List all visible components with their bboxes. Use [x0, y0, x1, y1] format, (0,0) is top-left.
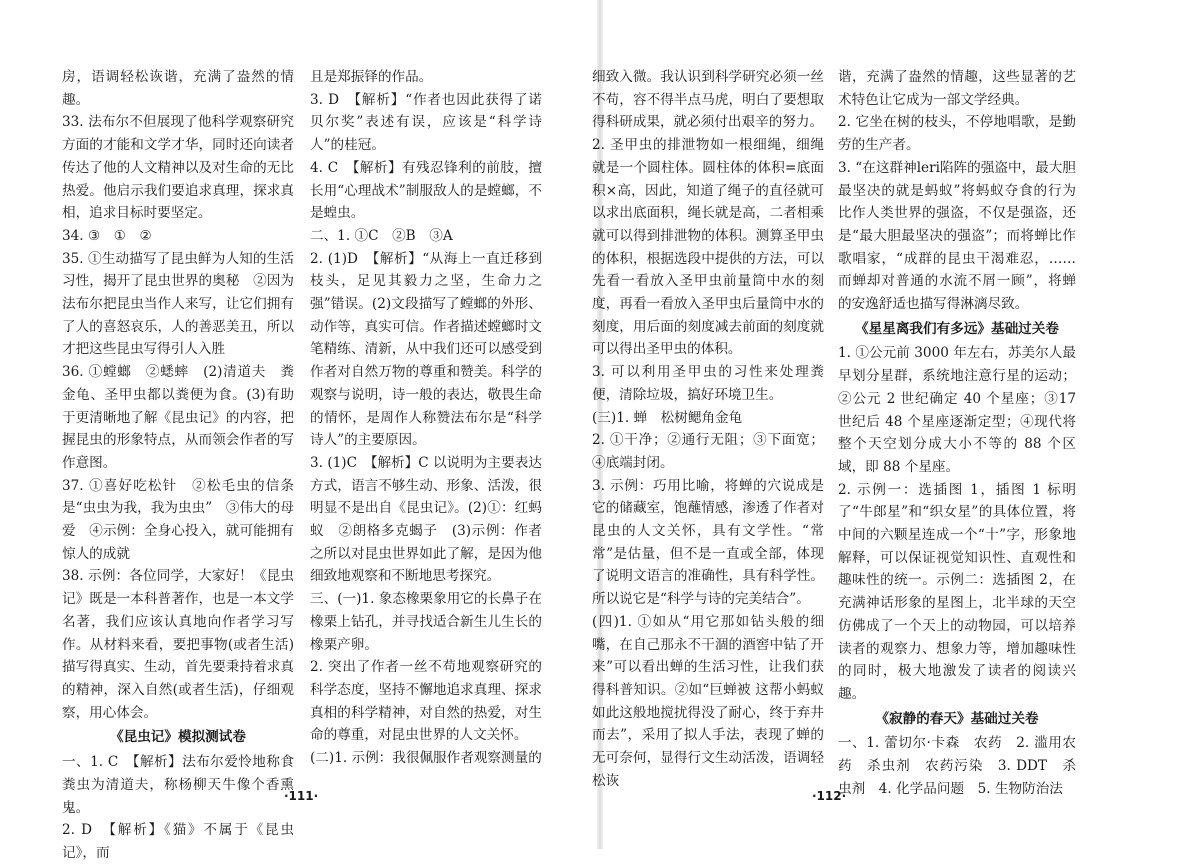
- page-number-left: ·111·: [284, 789, 319, 803]
- answer-text: (二)1. 示例：我很佩服作者观察测量的: [310, 750, 542, 767]
- answer-text: (三)1. 蝉 松树鳃角金龟: [592, 409, 743, 426]
- answer-text: (四)1. ①如从“用它那如钻头般的细嘴，在自己那永不干涸的酒窖中钻了开来”可以看出蝉的生活习性，让我们获得科普知识。②如“巨蝉被 这帮小蚂蚁如此这般地搅扰得没了耐心，终于弃井而去”，采用了拟人手法，表现了蝉的无可奈何，显得行文生动活泼，语调轻松诙: [592, 613, 824, 789]
- answer-text: 2. ①干净；②通行无阻；③下面宽；④底端封闭。: [592, 432, 824, 471]
- answer-37: 37. ①喜好吃松针 ②松毛虫的信条是“虫虫为我，我为虫虫” ③伟大的母爱 ④示例：全身心投入，就可能拥有惊人的成就: [62, 477, 294, 562]
- answer-text: 3. 可以利用圣甲虫的习性来处理粪便，清除垃圾，搞好环境卫生。: [592, 364, 824, 403]
- right-page-column-1: [592, 66, 824, 793]
- answer-text: 三、(一)1. 象态橡栗象用它的长鼻子在橡栗上钻孔，并寻找适合新生儿生长的橡栗产卵。: [310, 591, 542, 653]
- right-page-column-2: [838, 66, 1076, 801]
- answer-text: 谐，充满了盎然的情趣，这些显著的艺术特色让它成为一部文学经典。: [838, 69, 1076, 108]
- answer-text: 4. C 【解析】有残忍锋利的前肢，擅长用“心理战术”制服敌人的是螳螂，不是蝗虫。: [310, 159, 542, 222]
- answer-text: 2. (1)D 【解析】“从海上一直迁移到枝头，足见其毅力之坚，生命力之强”错误。(2)文段描写了螳螂的外形、动作等，真实可信。作者描述螳螂时文笔精练、清新，从中我们还可以感受到作者对自然万物的尊重和赞美。科学的观察与说明，诗一般的表达，敬畏生命的情怀，是周作人称赞法布尔是“科学诗人”的主要原因。: [310, 250, 542, 449]
- answer-text: 2. 示例一：选插图 1，插图 1 标明了“牛郎星”和“织女星”的具体位置，将中间的六颗星连成一个“十”字，形象地解释，可以保证视觉知识性、直观性和趣味性的统一。示例二：选插图 2，在充满神话形象的星图上，北半球的天空仿佛成了一个天上的动物园，可以培养读者的观察力、想象力等，增加趣味性的同时，极大地激发了读者的阅读兴趣。: [838, 481, 1076, 702]
- answer-text: 房，语调轻松诙谐，充满了盎然的情趣。: [62, 69, 294, 108]
- answer-text: 3. “在这群神leri陷阵的强盗中，最大胆最坚决的就是蚂蚁”将蚂蚁夺食的行为比作人类世界的强盗，不仅是强盗，还是“最大胆最坚决的强盗”；而将蝉比作歌唱家，“成群的昆虫干渴难忍，……而蝉却对普通的水流不屑一顾”，将蝉的安逸舒适也描写得淋漓尽致。: [838, 159, 1076, 313]
- answer-text: 3. (1)C 【解析】C 以说明为主要表达方式，语言不够生动、形象、活泼，很明显不是出自《昆虫记》。(2)①：红蚂蚁 ②朗格多克蝎子 (3)示例：作者之所以对昆虫世界如此了解，是因为他细致地观察和不断地思考探究。: [310, 454, 542, 585]
- answer-text: 一、1. C 【解析】法布尔爱怜地称食粪虫为清道夫，称杨柳天牛像个香熏鬼。: [62, 754, 294, 816]
- answer-text: 3. D 【解析】“作者也因此获得了诺贝尔奖”表述有误，应该是“科学诗人”的桂冠。: [310, 91, 542, 154]
- answer-text: 细致入微。我认识到科学研究必须一丝不苟，容不得半点马虎，明白了要想取得科研成果，就必须付出艰辛的努力。: [592, 69, 824, 131]
- answer-text: 3. 示例：巧用比喻，将蝉的穴说成是它的储藏室，饱蘸情感，渗透了作者对昆虫的人文关怀，具有文学性。“常常”是估量，但不是一直或全部，体现了说明文语言的准确性，具有科学性。所以说它是“科学与诗的完美结合”。: [592, 477, 824, 608]
- section-title: 《昆虫记》模拟测试卷: [110, 729, 246, 746]
- answer-text: 且是郑振铎的作品。: [310, 69, 433, 85]
- answer-text: 二、1. ①C ②B ③A: [310, 227, 453, 244]
- left-page-column-1: [62, 66, 294, 865]
- answer-38: 38. 示例：各位同学，大家好！《昆虫记》既是一本科普著作，也是一本文学名著，我们应该认真地向作者学习写作。从材料来看，要把事物(或者生活)描写得真实、生动，首先要秉持着求真的精神，深入自然(或者生活)，仔细观察，用心体会。: [62, 568, 294, 721]
- answer-34: 34. ③ ① ②: [62, 227, 152, 244]
- answer-36: 36. ①螳螂 ②蟋蟀 (2)清道夫 粪金龟、圣甲虫都以粪便为食。(3)有助于更清晰地了解《昆虫记》的内容，把握昆虫的形象特点，从而领会作者的写作意图。: [62, 364, 294, 471]
- answer-text: 2. 它坐在树的枝头，不停地唱歌，是勤劳的生产者。: [838, 114, 1076, 154]
- answer-text: 2. 突出了作者一丝不苟地观察研究的科学态度，坚持不懈地追求真理、探求真相的科学精神，对自然的热爱，对生命的尊重，对昆虫世界的人文关怀。: [310, 659, 542, 744]
- left-page-column-2: [310, 66, 542, 770]
- section-title: 《星星离我们有多远》基础过关卷: [855, 320, 1059, 337]
- answer-text: 2. 圣甲虫的排泄物如一根细绳，细绳就是一个圆柱体。圆柱体的体积=底面积×高，因此，知道了绳子的直径就可以求出底面积，绳长就是高，二者相乘就可以得到排泄物的体积。测算圣甲虫的体积，根据选段中提供的方法，可以先看一看放入圣甲虫前量筒中水的刻度，再看一看放入圣甲虫后量筒中水的刻度，用后面的刻度减去前面的刻度就可以得出圣甲虫的体积。: [592, 137, 824, 358]
- answer-33: 33. 法布尔不但展现了他科学观察研究方面的才能和文学才华，同时还向读者传达了他的人文精神以及对生命的无比热爱。他启示我们要追求真理，探求真相，追求目标时要坚定。: [62, 114, 294, 222]
- answer-text: 2. D 【解析】《猫》不属于《昆虫记》，而: [62, 822, 294, 861]
- page-number-right: ·112·: [812, 789, 847, 803]
- answer-35: 35. ①生动描写了昆虫鲜为人知的生活习性，揭开了昆虫世界的奥秘 ②因为法布尔把昆虫当作人来写，让它们拥有了人的喜怒哀乐，人的善恶美丑，所以才把这些昆虫写得引人入胜: [62, 250, 294, 358]
- answer-text: 一、1. 蕾切尔·卡森 农药 2. 滥用农药 杀虫剂 农药污染 3. DDT 杀虫剂 4. 化学品问题 5. 生物防治法: [838, 735, 1076, 797]
- answer-text: 1. ①公元前 3000 年左右，苏美尔人最早划分星群，系统地注意行星的运动；②公元 2 世纪确定 40 个星座；③17 世纪后 48 个星座逐渐定型；④现代将整个天空划分成大小不等的 88 个区域，即 88 个星座。: [838, 345, 1076, 475]
- section-title: 《寂静的春天》基础过关卷: [875, 710, 1039, 727]
